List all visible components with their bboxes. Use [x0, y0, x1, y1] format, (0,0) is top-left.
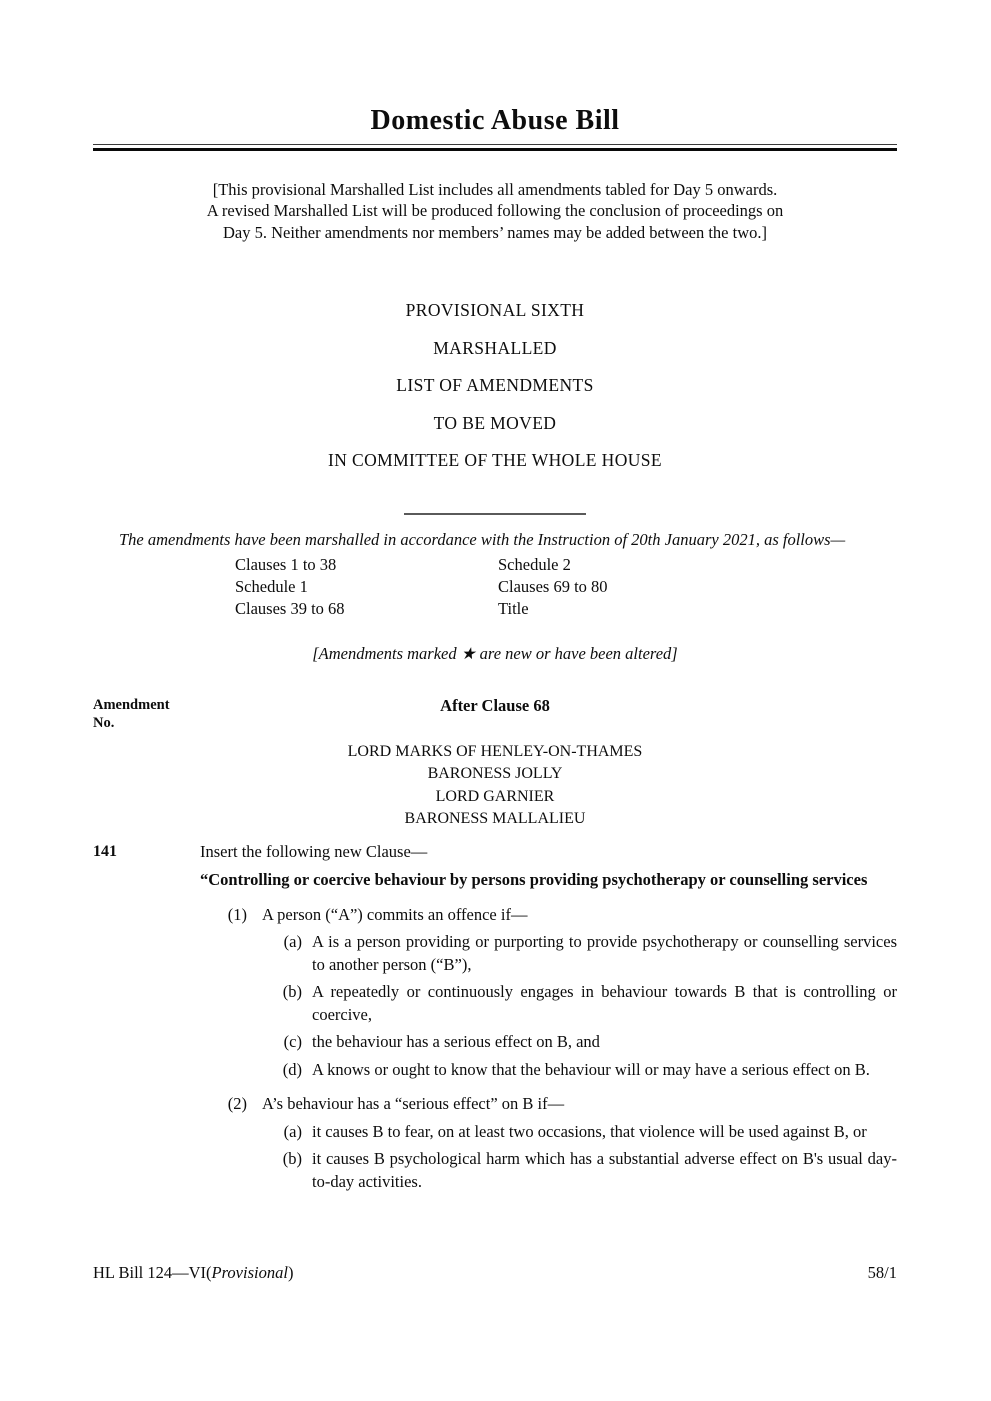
bill-reference	[93, 1262, 293, 1284]
order-entry: Clauses 39 to 68	[235, 599, 345, 618]
list-item	[200, 1059, 897, 1082]
order-entry: Clauses 1 to 38	[235, 555, 337, 574]
order-entry: Schedule 1	[235, 577, 308, 596]
order-entry: Schedule 2	[498, 555, 571, 574]
subsection-2	[200, 1093, 897, 1193]
sponsor-name: BARONESS MALLALIEU	[404, 810, 586, 828]
marshalling-note: The amendments have been marshalled in accordance with the Instruction of 20th January 2021, as follows—	[119, 530, 846, 549]
bill-reference-provisional: Provisional	[211, 1263, 288, 1282]
order-entry: Title	[498, 599, 529, 618]
item-letter: (a)	[283, 932, 302, 952]
section-divider-rule	[404, 513, 586, 515]
list-item	[200, 931, 897, 976]
title-double-rule	[93, 144, 897, 151]
amendment-header-row	[93, 695, 897, 733]
subsection-1-head	[200, 904, 897, 927]
sponsor-list	[93, 741, 897, 831]
order-column-2	[498, 554, 608, 620]
subsection-number: (2)	[227, 1094, 247, 1114]
list-item	[200, 1148, 897, 1193]
heading-marshalled: MARSHALLED	[433, 337, 557, 358]
bill-reference-suffix: )	[287, 1263, 294, 1282]
amendment-no-column-label	[93, 696, 170, 732]
item-letter: (a)	[283, 1121, 302, 1141]
heading-provisional-sixth: PROVISIONAL SIXTH	[405, 300, 585, 320]
list-item	[200, 981, 897, 1026]
provisional-note-line: [This provisional Marshalled List includes all amendments tabled for Day 5 onwards.	[212, 179, 778, 199]
amendment-no-label-line: Amendment	[93, 697, 170, 713]
amendment-number: 141	[93, 842, 117, 860]
bill-reference-prefix: HL Bill 124—VI(	[93, 1263, 212, 1282]
subsection-2-head	[200, 1093, 897, 1116]
item-text: A repeatedly or continuously engages in behaviour towards B that is controlling or coercive,	[312, 982, 897, 1024]
item-text: it causes B to fear, on at least two occasions, that violence will be used against B, or	[312, 1121, 867, 1141]
item-letter: (d)	[282, 1059, 302, 1079]
subsection-1	[200, 904, 897, 1082]
new-clause-title: “Controlling or coercive behaviour by persons providing psychotherapy or counselling services	[200, 870, 868, 890]
heading-to-be-moved: TO BE MOVED	[433, 412, 557, 433]
marshalling-order-list	[235, 554, 897, 620]
subsection-number: (1)	[227, 904, 247, 924]
order-entry: Clauses 69 to 80	[498, 577, 608, 596]
amendment-no-label-line: No.	[93, 715, 115, 731]
heading-list-of-amendments: LIST OF AMENDMENTS	[396, 375, 594, 395]
item-text: it causes B psychological harm which has a substantial adverse effect on B's usual day-to-day activities.	[312, 1149, 897, 1191]
amendment-instruction: Insert the following new Clause—	[200, 841, 428, 861]
provisional-note	[93, 179, 897, 244]
item-text: the behaviour has a serious effect on B, and	[312, 1032, 600, 1052]
amendment-body	[200, 841, 897, 1194]
item-text: A knows or ought to know that the behaviour will or may have a serious effect on B.	[312, 1059, 870, 1079]
amendment-141	[93, 841, 897, 1194]
page-footer	[93, 1262, 897, 1284]
provisional-note-line: A revised Marshalled List will be produced following the conclusion of proceedings on	[206, 201, 784, 220]
list-item	[200, 1121, 897, 1144]
item-letter: (b)	[282, 982, 302, 1002]
provisional-note-line: Day 5. Neither amendments nor members’ names may be added between the two.]	[222, 222, 767, 242]
sponsor-name: LORD GARNIER	[435, 787, 555, 805]
star-legend-note: [Amendments marked ★ are new or have been altered]	[312, 644, 678, 663]
item-letter: (b)	[282, 1149, 302, 1169]
list-headings	[93, 299, 897, 471]
subsection-text: A’s behaviour has a “serious effect” on B if—	[262, 1094, 565, 1114]
page-content	[93, 0, 897, 1193]
sponsor-name: LORD MARKS OF HENLEY-ON-THAMES	[347, 743, 643, 760]
place-heading-after-clause-68: After Clause 68	[440, 696, 550, 715]
sponsor-name: BARONESS JOLLY	[427, 765, 563, 783]
subsection-text: A person (“A”) commits an offence if—	[262, 904, 528, 924]
item-text: A is a person providing or purporting to provide psychotherapy or counselling services to another person (“B”),	[312, 932, 897, 974]
list-item	[200, 1031, 897, 1054]
heading-in-committee: IN COMMITTEE OF THE WHOLE HOUSE	[327, 450, 663, 470]
sheet-number: 58/1	[867, 1263, 897, 1282]
item-letter: (c)	[283, 1032, 302, 1052]
order-column-1	[235, 554, 498, 620]
bill-title: Domestic Abuse Bill	[370, 105, 620, 136]
